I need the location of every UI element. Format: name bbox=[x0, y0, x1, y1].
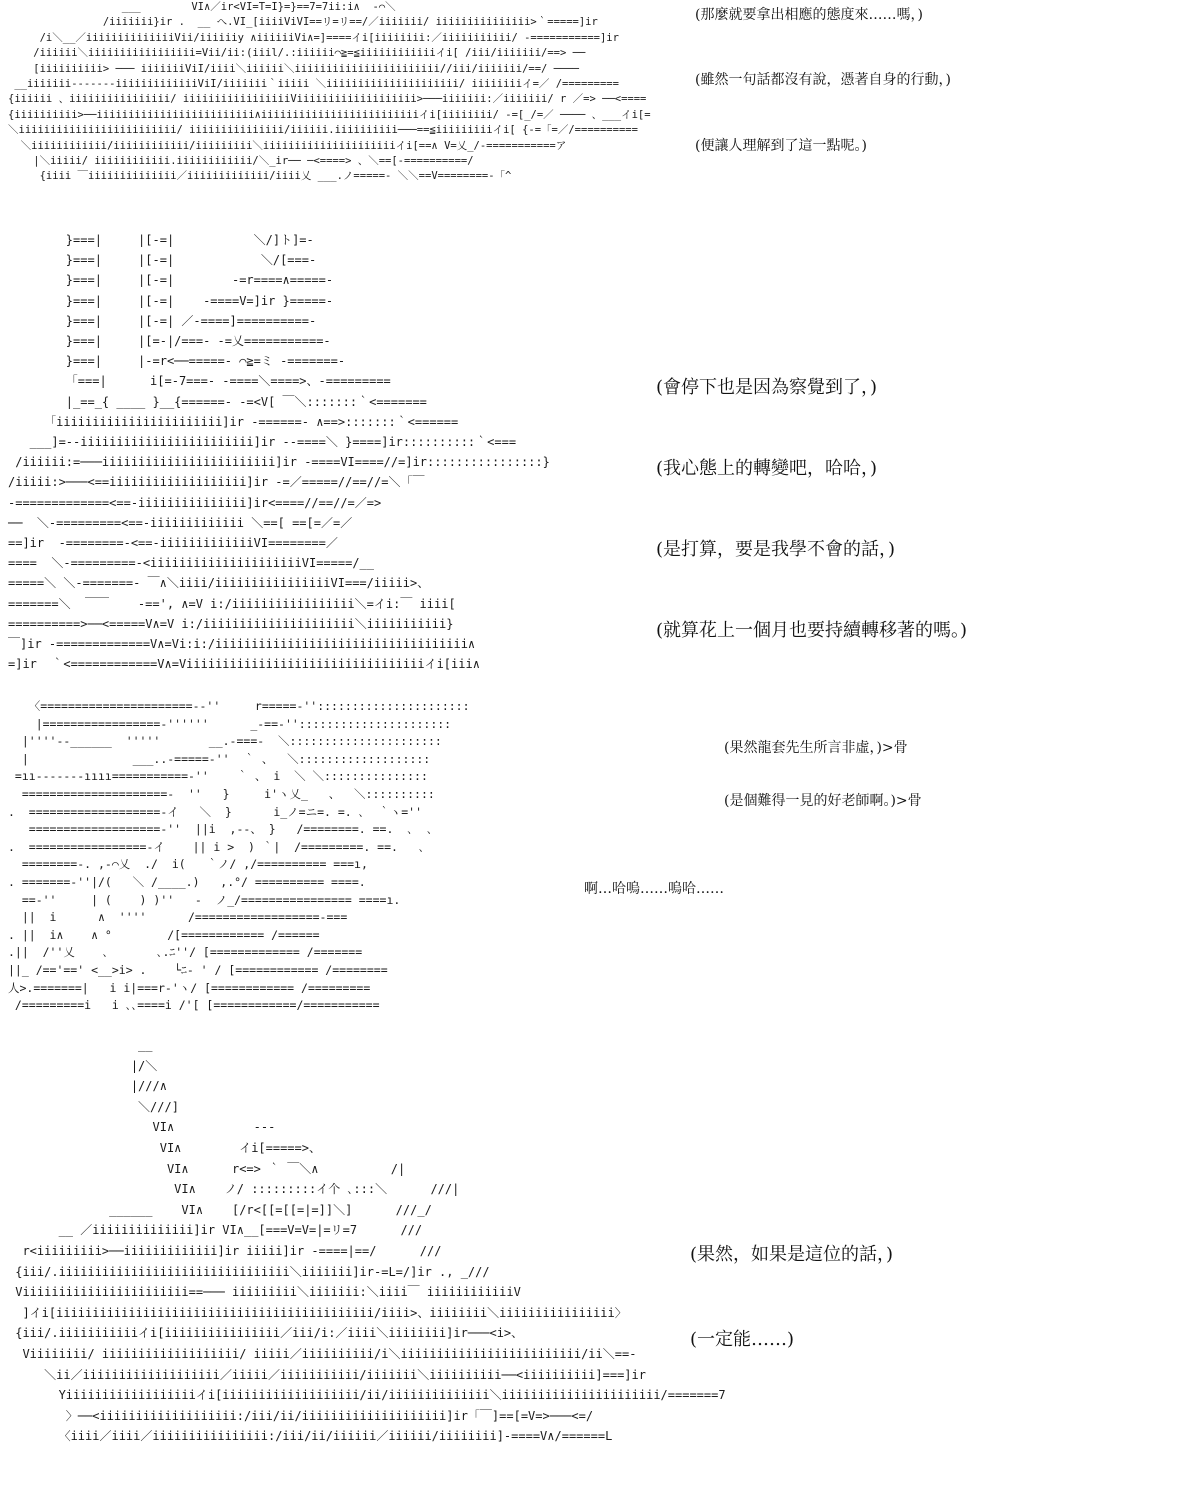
caption-1-3: (便讓人理解到了這一點呢。) bbox=[695, 138, 867, 154]
caption-2-2: (我心態上的轉變吧，哈哈，) bbox=[656, 458, 878, 479]
caption-2-3: (是打算，要是我學不會的話，) bbox=[656, 539, 896, 560]
ascii-art-4: __ |/＼ |///∧ ＼///] VI∧ --- VI∧ イi[=====>、 VI∧ r<=> ｀ ￣＼∧ /| VI∧ ノ/ :::::::::イ个 ､:::＼ ///| ______ VI∧ [/r<[[=[[=|=]]＼] ///_/ __ ／iiiiiiiiiiiiii]ir VI∧__[===V=V=|=リ=7 /// r<iiiiiiiii>──iiiiiiiiiiiii]ir iiiii]ir -====|==/ /// {iii/.iiiiiiiiiiiiiiiiiiiiiiiiiiiiiiii＼iiiiiii]ir-=L=/]ir ., _/// Viiiiiiiiiiiiiiiiiiiiiii==─── iiiiiiiii＼iiiiiii:＼iiii￣ iiiiiiiiiiiiV ]イi[iiiiiiiiiiiiiiiiiiiiiiiiiiiiiiiiiiiiiiiiiiii/iiii>、iiiiiiii＼iiiiiiiiiiiiiiii〉 {iii/.iiiiiiiiiiiイi[iiiiiiiiiiiiiiii／iii/i:／iiii＼iiiiiiii]ir───<i>、 Viiiiiiii/ iiiiiiiiiiiiiiiiiii/ iiiii／iiiiiiiiii/i＼iiiiiiiiiiiiiiiiiiiiiiiii/ii＼==- ＼ii／iiiiiiiiiiiiiiiiiii／iiiii／iiiiiiiiiii/iiiiiii＼iiiiiiiiii──<iiiiiiiiii]===]ir Yiiiiiiiiiiiiiiiiiiイi[iiiiiiiiiiiiiiiiiii/ii/iiiiiiiiiiiiii＼iiiiiiiiiiiiiiiiiiiiii/=======7 〉──<iiiiiiiiiiiiiiiiiii:/iii/ii/iiiiiiiiiiiiiiiiiiii]ir「￣]==[=V=>───<=/ 〈iiii／iiii／iiiiiiiiiiiiiiii:/iii/ii/iiiiii／iiiiii/iiiiiiii]-====V∧/======L bbox=[15, 1038, 726, 1444]
panel-1 bbox=[8, 0, 651, 200]
panel-4 bbox=[8, 1035, 726, 1455]
ascii-art-1: ___ VI∧／ir<VI=T=I}=}==7=7ii:i∧ -⌒＼ /iiiiiii}ir . __ へ.VI_[iiiiViVI==リ=リ==/／iiiiiii/ iiiiiiiiiiiiiii>｀=====]ir /i＼__／iiiiiiiiiiiiiiVii/iiiiiiy ∧iiiiiiVi∧=]====イi[iiiiiiii:／iiiiiiiiiii/ -===========]ir /iiiiii＼iiiiiiiiiiiiiiiii=Vii/ii:(iiil/.:iiiiii⌒≧=≦iiiiiiiiiiiiイi[ /iii/iiiiiii/==> ── [iiiiiiiiii> ─── iiiiiiiViI/iiii＼iiiiii＼iiiiiiiiiiiiiiiiiiiiiii//iii/iiiiiii/==/ ──── __iiiiiii-------iiiiiiiiiiiiiViI/iiiiiii｀iiiii ＼iiiiiiiiiiiiiiiiiiiii/ iiiiiiiiイ=／ /========= {iiiiii 、iiiiiiiiiiiiiiii/ iiiiiiiiiiiiiiiiiViiiiiiiiiiiiiiiiiii>───iiiiiii:／iiiiiii/ r ／=> ──<==== {iiiiiiiiii>──iiiiiiiiiiiiiiiiiiiiiiiii∧iiiiiiiiiiiiiiiiiiiiiiiiiイi[iiiiiiii/ -=[_/=／ ──── 、___イi[= ＼iiiiiiiiiiiiiiiiiiiiiiiii/ iiiiiiiiiiiiiii/iiiiii.iiiiiiiiii───==≦iiiiiiiiiイi[ {-=「=／/========== ＼iiiiiiiiiiii/iiiiiiiiiiii/iiiiiiiii＼iiiiiiiiiiiiiiiiiiiiiイi[==∧ V=乂_/-===========ア |＼iiiii/ iiiiiiiiiiii.iiiiiiiiiiii/＼_ir── ─<====> 、＼==[-==========/ {iiii ￣iiiiiiiiiiiiii／iiiiiiiiiiiii/iiii乂 ___.ノ=====- ＼＼==V========-「^ bbox=[8, 1, 651, 183]
caption-3-2: (是個難得一見的好老師啊。)>骨 bbox=[724, 793, 922, 809]
caption-1-1: (那麼就要拿出相應的態度來……嗎，) bbox=[695, 7, 923, 23]
caption-3-3: 啊…哈嗚……嗚哈…… bbox=[584, 881, 724, 897]
caption-4-1: (果然，如果是這位的話，) bbox=[690, 1244, 894, 1265]
caption-1-2: (雖然一句話都沒有說，憑著自身的行動，) bbox=[695, 72, 951, 88]
caption-2-1: (會停下也是因為察覺到了，) bbox=[656, 377, 878, 398]
caption-3-1: (果然龍套先生所言非虛，)>骨 bbox=[724, 740, 908, 756]
caption-4-2: (一定能……) bbox=[690, 1329, 795, 1350]
ascii-art-2: }===| |[-=| ＼/]ト]=- }===| |[-=| ＼/[===- }===| |[-=| -=r====∧=====- }===| |[-=| -====V=]ir }=====- }===| |[-=| ／-====]==========- }===| |[=-|/===- -=乂===========- }===| |-=r<──=====- ⌒≧=ミ -=======- 「===| i[=-7===- -====＼====>、-========= |_==_{ ____ }__{======- -=<V[ ￣＼:::::::｀<======= 「iiiiiiiiiiiiiiiiiiiiiii]ir -======- ∧==>:::::::｀<====== ___]=--iiiiiiiiiiiiiiiiiiiiiiii]ir --====＼ }====]ir::::::::::｀<=== /iiiiii:=───iiiiiiiiiiiiiiiiiiiiiiii]ir -====VI====//=]ir::::::::::::::::} /iiiii:>───<==iiiiiiiiiiiiiiiiiii]ir -=／=====//==//=＼「￣ -=============<==-iiiiiiiiiiiiiii]ir<====//==//=／=> ── ＼-=========<==-iiiiiiiiiiiii ＼==[ ==[=／=／ ==]ir -========-<==-iiiiiiiiiiiiiVI========／ ==== ＼-=========-<iiiiiiiiiiiiiiiiiiiiiVI=====/__ =====＼ ＼-=======- ￣∧＼iiii/iiiiiiiiiiiiiiiiVI===/iiiii>、 =======＼ ￣￣ -==', ∧=V i:/iiiiiiiiiiiiiiiii＼=イi:￣ iiii[ ==========>──<=====V∧=V i:/iiiiiiiiiiiiiiiiiiiii＼iiiiiiiiiii} ￣]ir -=============V∧=Vi:i:/iiiiiiiiiiiiiiiiiiiiiiiiiiiiiiiiiii∧ =]ir ｀<============V∧=Viiiiiiiiiiiiiiiiiiiiiiiiiiiiiiiiiイi[iii∧ bbox=[8, 233, 550, 672]
panel-2 bbox=[8, 230, 563, 675]
caption-2-4: (就算花上一個月也要持續轉移著的嗎。) bbox=[656, 620, 968, 641]
panel-3 bbox=[8, 698, 543, 1023]
ascii-art-3: 〈======================--'' r=====-'':::::::::::::::::::::: |=================-'''''' _-==-'':::::::::::::::::::::: |''''--______ ''''' __.-===- ＼:::::::::::::::::::::: | ___..-=====-'' ｀ 、 ＼::::::::::::::::::: =ıı-------ıııı===========-'' ｀ 、 i ＼ ＼::::::::::::::: =====================- '' } i'ヽ乂_ 、 ＼:::::::::: . ===================-イ ＼ } i_ノ=ニ=. =. ､ ｀ヽ='' ===================-'' ||i ,--、 } /========. ==. ､ ､ . =================-イ || i > ) ｀| /=========. ==. ､ ========-. ,-⌒乂 ./ i( ｀ノ/ ,/========== ===ı, . =======-''|/( ＼ /____.) ,.°/ ========== ====. ==-'' | ( ) )'' - ノ_/================ ====ı. || i ∧ '''' /==================-=== . || i∧ ∧ ° /[============ /====== .|| /''乂 ､ ､.ﾆ''/ [============= /======= ||_ /=='==' <__>i> . └ﾆ‐ ' / [============ /======== 人>.=======| i i|===r-'ヽ/ [============ /========= /=========i i ､､====i /'[ [============/=========== bbox=[8, 699, 470, 1013]
